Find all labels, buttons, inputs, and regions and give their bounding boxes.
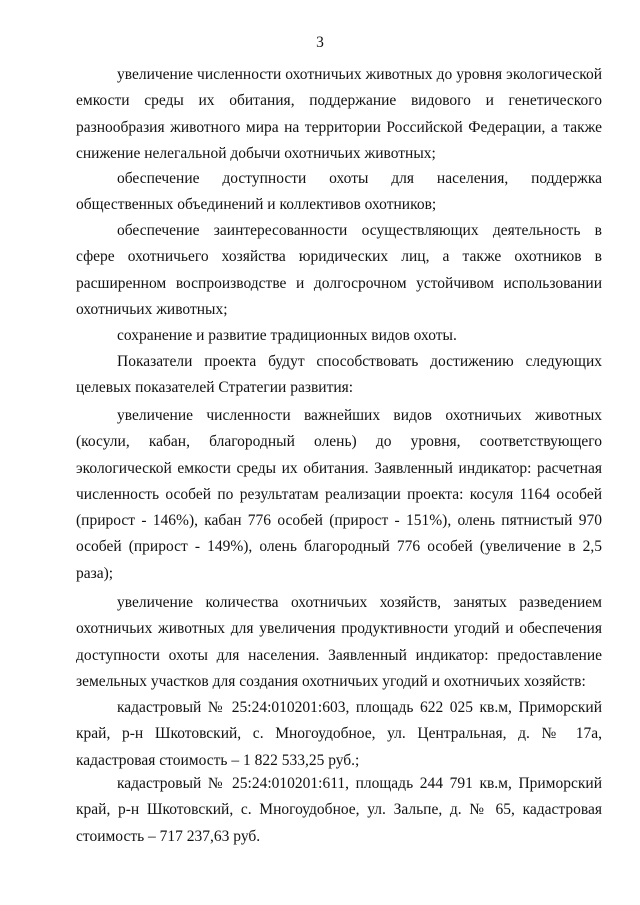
paragraph-goal-accessibility: обеспечение доступности охоты для населения, поддержка общественных объединений и коллективов охотников;	[76, 170, 602, 214]
paragraph-goal-population: увеличение численности охотничьих животных до уровня экологической емкости среды их обитания, поддержание видового и генетического разнообразия животного мира на территории Российской Федерации, а также снижение нелегальной добычи охотничьих животных;	[76, 66, 602, 162]
paragraph-goal-interest: обеспечение заинтересованности осуществляющих деятельность в сфере охотничьего хозяйства юридических лиц, а также охотников в расширенном воспроизводстве и долгосрочном устойчивом использовании охотничьих животных;	[76, 222, 602, 318]
paragraph-indicator-population: увеличение численности важнейших видов охотничьих животных (косули, кабан, благородный олень) до уровня, соответствующего экологической емкости среды их обитания. Заявленный индикатор: расчетная численность особей по результатам реализации проекта: косуля 1164 особей (прирост - 146%), кабан 776 особей (прирост - 151%), олень пятнистый 970 особей (прирост - 149%), олень благородный 776 особей (увеличение в 2,5 раза);	[76, 407, 602, 582]
paragraph-indicators-intro: Показатели проекта будут способствовать достижению следующих целевых показателей Стратегии развития:	[76, 353, 602, 397]
paragraph-cadastral-611: кадастровый № 25:24:010201:611, площадь 244 791 кв.м, Приморский край, р-н Шкотовский, с. Многоудобное, ул. Зальпе, д. № 65, кадастровая стоимость – 717 237,63 руб.	[76, 775, 602, 845]
paragraph-indicator-farms: увеличение количества охотничьих хозяйств, занятых разведением охотничьих животных для увеличения продуктивности угодий и обеспечения доступности охоты для населения. Заявленный индикатор: предоставление земельных участков для создания охотничьих угодий и охотничьих хозяйств:	[76, 594, 602, 690]
paragraph-goal-traditions: сохранение и развитие традиционных видов охоты.	[117, 327, 457, 344]
page-number: 3	[316, 34, 324, 51]
paragraph-cadastral-603: кадастровый № 25:24:010201:603, площадь 622 025 кв.м, Приморский край, р-н Шкотовский, с. Многоудобное, ул. Центральная, д. № 17а, кадастровая стоимость – 1 822 533,25 руб.;	[76, 699, 602, 769]
